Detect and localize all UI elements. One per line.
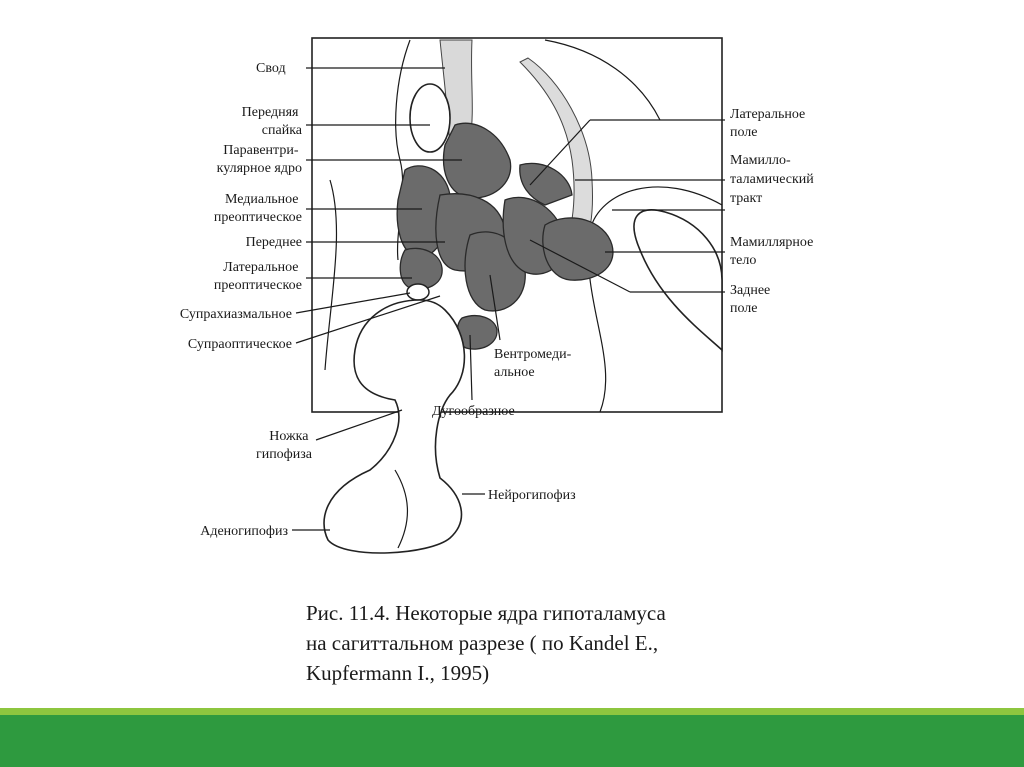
anterior-commissure-shape: [410, 84, 450, 152]
label-zadnee-pole: Заднее поле: [730, 283, 771, 316]
label-adenogipofiz: Аденогипофиз: [200, 524, 288, 539]
leader-nozhka: [316, 410, 402, 440]
label-lateralnoe-pole: Латеральное поле: [730, 107, 806, 140]
suprachiasmatic-shape: [407, 284, 429, 300]
figure-caption: [306, 598, 826, 688]
label-medialnoe-preopticheskoe: Медиальное преоптическое: [213, 192, 302, 225]
caption-line-1: Рис. 11.4. Некоторые ядра гипоталамуса: [306, 601, 666, 625]
label-perednyaya-spaika: Передняя спайка: [241, 105, 302, 138]
label-ventromedialnoe: Вентромеди- альное: [494, 347, 572, 380]
label-svod: Свод: [256, 61, 286, 76]
label-paraventrikulyarnoe: Паравентри- кулярное ядро: [216, 143, 302, 176]
label-mamillo-talamicheskii-trakt: Мамилло- таламический тракт: [730, 153, 814, 206]
label-supraopticheskoe: Супраоптическое: [187, 337, 292, 352]
caption-line-3: Kupfermann I., 1995): [306, 661, 490, 685]
label-perednee: Переднее: [245, 235, 302, 250]
label-nozhka-gipofiza: Ножка гипофиза: [255, 429, 312, 462]
label-mamillyarnoe-telo: Мамиллярное тело: [730, 235, 814, 268]
footer-bar-light: [0, 708, 1024, 715]
label-lateralnoe-preopticheskoe: Латеральное преоптическое: [213, 260, 302, 293]
label-neirogipofiz: Нейрогипофиз: [488, 488, 576, 503]
caption-line-2: на сагиттальном разрезе ( по Kandel E.,: [306, 631, 659, 655]
label-dugoobraznoe: Дугообразное: [432, 404, 515, 419]
footer-bar-dark: [0, 715, 1024, 767]
label-suprahiazmalnoe: Супрахиазмальное: [179, 307, 292, 322]
